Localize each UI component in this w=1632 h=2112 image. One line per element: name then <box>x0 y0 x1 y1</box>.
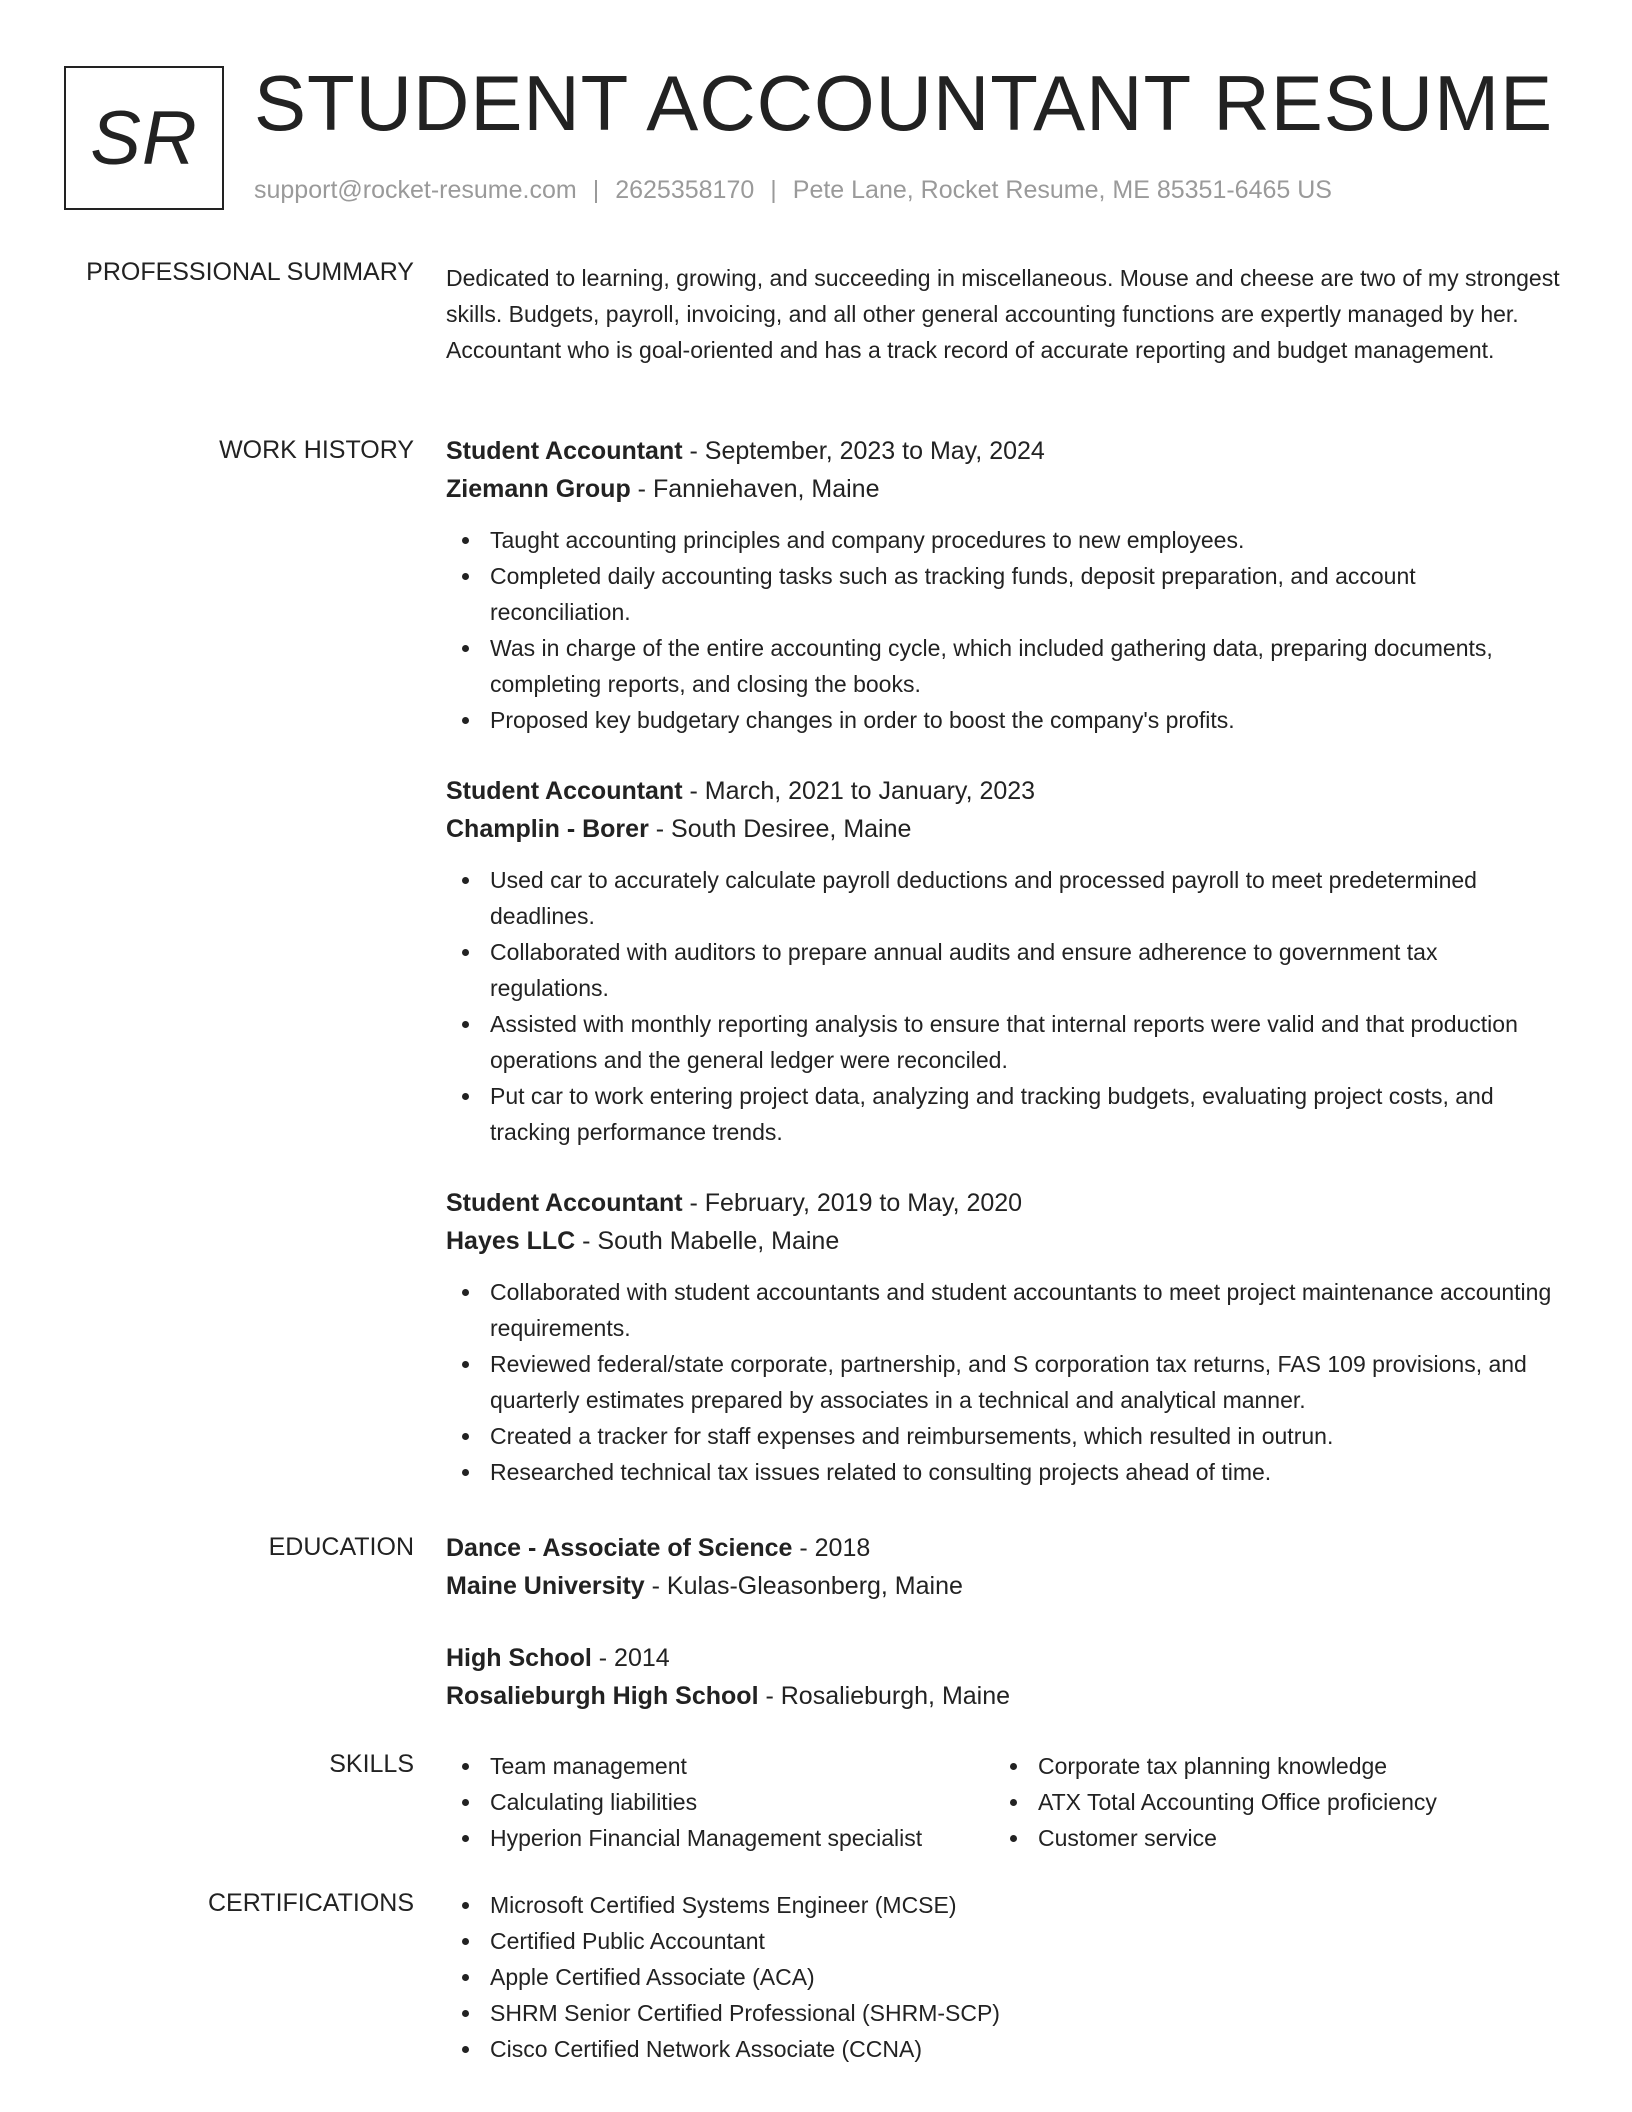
education-entry <box>446 1639 1561 1715</box>
job-bullets <box>446 862 1561 1150</box>
job-title-line <box>446 432 1561 470</box>
degree-line <box>446 1529 1561 1567</box>
job-company: Ziemann Group <box>446 475 631 503</box>
school-location: - Kulas-Gleasonberg, Maine <box>644 1572 963 1600</box>
degree-year: - 2018 <box>792 1534 871 1562</box>
job-bullets <box>446 522 1561 738</box>
education-heading: EDUCATION <box>268 1533 414 1561</box>
list-item: Collaborated with student accountants and student accountants to meet project maintenance accounting requirements. <box>446 1274 1561 1346</box>
list-item: Assisted with monthly reporting analysis to ensure that internal reports were valid and that production operations and the general ledger were reconciled. <box>446 1006 1561 1078</box>
job-location: - South Desiree, Maine <box>648 815 912 843</box>
job-company: Champlin - Borer <box>446 815 649 843</box>
job-dates: - February, 2019 to May, 2020 <box>682 1189 1023 1217</box>
list-item: Collaborated with auditors to prepare annual audits and ensure adherence to government tax regulations. <box>446 934 1561 1006</box>
job-dates: - March, 2021 to January, 2023 <box>682 777 1036 805</box>
job-title-line <box>446 1184 1561 1222</box>
job-company-line <box>446 470 1561 508</box>
monogram-initials: SR <box>90 95 198 181</box>
list-item: Used car to accurately calculate payroll deductions and processed payroll to meet predetermined deadlines. <box>446 862 1561 934</box>
job-location: - Fanniehaven, Maine <box>630 475 880 503</box>
certification-item: SHRM Senior Certified Professional (SHRM-SCP) <box>446 1995 1561 2031</box>
certifications-list <box>446 1887 1561 2067</box>
certifications-heading: CERTIFICATIONS <box>207 1889 414 1917</box>
contact-email[interactable]: support@rocket-resume.com <box>254 176 577 204</box>
monogram-badge <box>64 66 224 210</box>
skills-list-left <box>446 1748 994 1856</box>
list-item: Proposed key budgetary changes in order to boost the company's profits. <box>446 702 1561 738</box>
skill-item: Team management <box>446 1748 994 1784</box>
skills-grid <box>446 1748 1561 1856</box>
list-item: Put car to work entering project data, analyzing and tracking budgets, evaluating project costs, and tracking performance trends. <box>446 1078 1561 1150</box>
contact-address: Pete Lane, Rocket Resume, ME 85351-6465 US <box>792 176 1332 204</box>
certification-item: Cisco Certified Network Associate (CCNA) <box>446 2031 1561 2067</box>
skill-item: ATX Total Accounting Office proficiency <box>994 1784 1554 1820</box>
list-item: Created a tracker for staff expenses and reimbursements, which resulted in outrun. <box>446 1418 1561 1454</box>
list-item: Researched technical tax issues related to consulting projects ahead of time. <box>446 1454 1561 1490</box>
job-company-line <box>446 810 1561 848</box>
work-history-heading: WORK HISTORY <box>219 436 414 464</box>
degree-year: - 2014 <box>591 1644 670 1672</box>
list-item: Completed daily accounting tasks such as tracking funds, deposit preparation, and account reconciliation. <box>446 558 1561 630</box>
job-title: Student Accountant <box>446 1189 683 1217</box>
certification-item: Microsoft Certified Systems Engineer (MCSE) <box>446 1887 1561 1923</box>
summary-text: Dedicated to learning, growing, and succeeding in miscellaneous. Mouse and cheese are two of my strongest skills. Budgets, payroll, invoicing, and all other general accounting functions are expertly managed by her. Accountant who is goal-oriented and has a track record of accurate reporting and budget management. <box>446 265 1560 363</box>
resume-title: STUDENT ACCOUNTANT RESUME <box>254 59 1554 147</box>
contact-phone[interactable]: 2625358170 <box>615 176 755 204</box>
job-dates: - September, 2023 to May, 2024 <box>682 437 1045 465</box>
contact-separator: | <box>592 176 600 204</box>
list-item: Reviewed federal/state corporate, partnership, and S corporation tax returns, FAS 109 provisions, and quarterly estimates prepared by associates in a technical and analytical manner. <box>446 1346 1561 1418</box>
skill-item: Corporate tax planning knowledge <box>994 1748 1554 1784</box>
contact-separator: | <box>770 176 777 204</box>
skills-list-right <box>994 1748 1554 1856</box>
degree-name: Dance - Associate of Science <box>446 1534 793 1562</box>
education-entry <box>446 1529 1561 1605</box>
list-item: Was in charge of the entire accounting cycle, which included gathering data, preparing documents, completing reports, and closing the books. <box>446 630 1561 702</box>
skill-item: Calculating liabilities <box>446 1784 994 1820</box>
job-entry <box>446 432 1561 738</box>
school-line <box>446 1567 1561 1605</box>
job-title-line <box>446 772 1561 810</box>
skills-heading: SKILLS <box>329 1750 414 1778</box>
school-line <box>446 1677 1561 1715</box>
school-name: Maine University <box>446 1572 645 1600</box>
skill-item: Customer service <box>994 1820 1554 1856</box>
skill-item: Hyperion Financial Management specialist <box>446 1820 994 1856</box>
job-company-line <box>446 1222 1561 1260</box>
job-company: Hayes LLC <box>446 1227 576 1255</box>
job-entry <box>446 1184 1561 1490</box>
contact-line <box>254 176 1332 205</box>
certification-item: Certified Public Accountant <box>446 1923 1561 1959</box>
school-name: Rosalieburgh High School <box>446 1682 759 1710</box>
certification-item: Apple Certified Associate (ACA) <box>446 1959 1561 1995</box>
school-location: - Rosalieburgh, Maine <box>758 1682 1011 1710</box>
job-location: - South Mabelle, Maine <box>575 1227 840 1255</box>
summary-heading: PROFESSIONAL SUMMARY <box>86 258 414 286</box>
job-bullets <box>446 1274 1561 1490</box>
job-title: Student Accountant <box>446 437 683 465</box>
degree-name: High School <box>446 1644 592 1672</box>
job-title: Student Accountant <box>446 777 683 805</box>
degree-line <box>446 1639 1561 1677</box>
job-entry <box>446 772 1561 1150</box>
list-item: Taught accounting principles and company procedures to new employees. <box>446 522 1561 558</box>
